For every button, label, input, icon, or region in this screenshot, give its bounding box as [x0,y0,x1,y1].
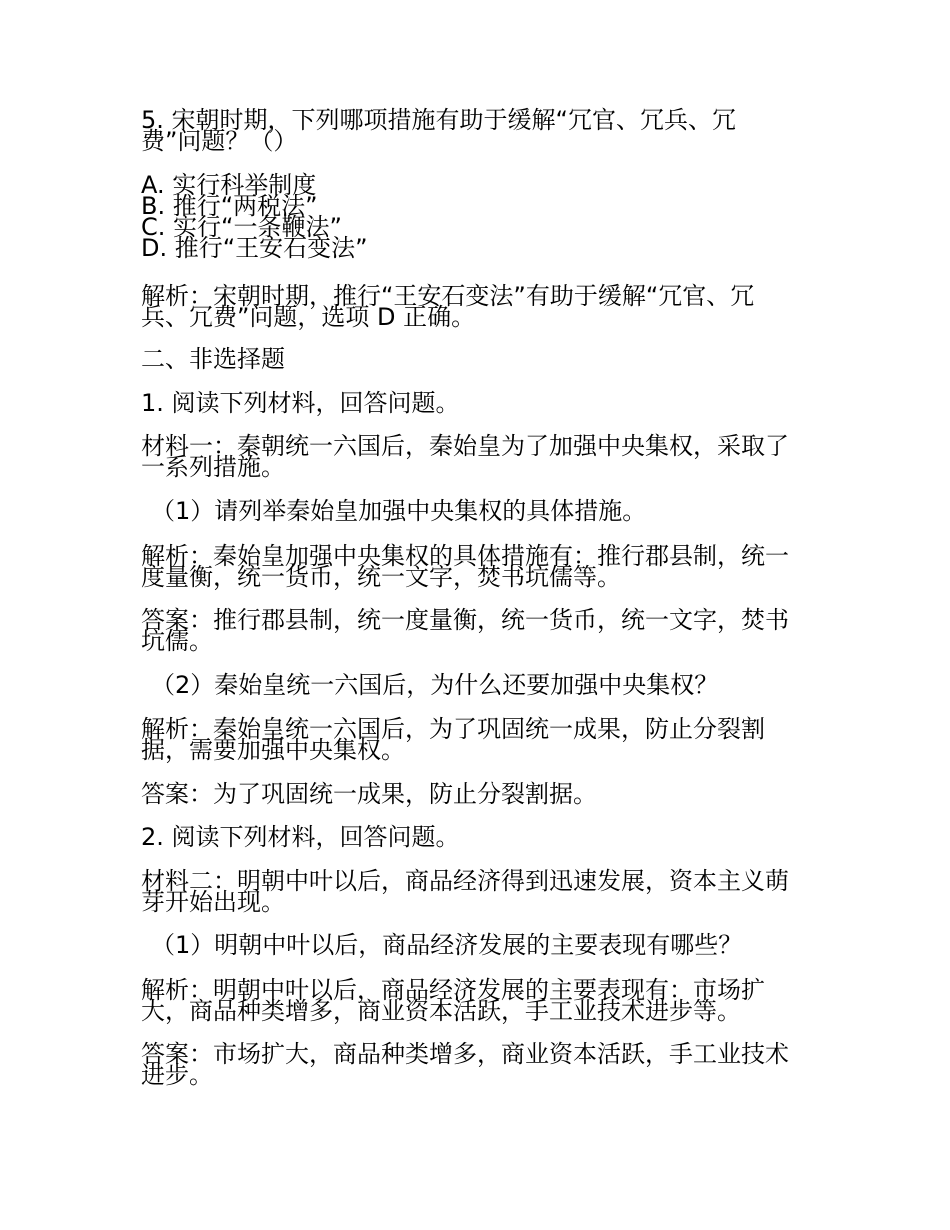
q1-material [141,432,821,481]
q2-heading [141,823,821,851]
question-heading: 2. 阅读下列材料，回答问题。 [141,823,460,851]
question-5-analysis [141,282,821,331]
text-line: 大，商品种类增多，商业资本活跃，手工业技术进步等。 [141,997,741,1025]
q1-sub2-analysis [141,715,821,764]
text-line: 解析：秦始皇加强中央集权的具体措施有：推行郡县制，统一 [141,542,789,570]
text-line: 解析：秦始皇统一六国后，为了巩固统一成果，防止分裂割 [141,715,765,743]
text-line: 兵、冗费”问题，选项 D 正确。 [141,303,476,331]
section-title [141,345,821,373]
q1-sub1-question [151,497,831,525]
sub-question: （2）秦始皇统一六国后，为什么还要加强中央集权？ [151,671,719,699]
option-a: A. 实行科举制度 [141,171,317,199]
q2-sub1-question [151,931,831,959]
text-line: 答案：为了巩固统一成果，防止分裂割据。 [141,780,597,808]
text-line: 芽开始出现。 [141,888,285,916]
text-line: 坑儒。 [141,627,213,655]
text-line: 一系列措施。 [141,453,285,481]
q1-sub1-answer [141,606,821,655]
section-heading: 二、非选择题 [141,345,285,373]
q2-sub1-analysis [141,976,821,1025]
text-line: 解析：明朝中叶以后，商品经济发展的主要表现有：市场扩 [141,976,765,1004]
sub-question: （1）明朝中叶以后，商品经济发展的主要表现有哪些？ [151,931,743,959]
text-line: 费”问题？（） [141,127,298,155]
text-line: 材料一：秦朝统一六国后，秦始皇为了加强中央集权，采取了 [141,432,789,460]
text-line: 解析：宋朝时期，推行“王安石变法”有助于缓解“冗官、冗 [141,282,755,310]
option-c: C. 实行“一条鞭法” [141,213,342,241]
sub-question: （1）请列举秦始皇加强中央集权的具体措施。 [151,497,647,525]
text-line: 材料二：明朝中叶以后，商品经济得到迅速发展，资本主义萌 [141,867,789,895]
q2-sub1-answer [141,1040,821,1089]
text-line: 度量衡，统一货币，统一文字，焚书坑儒等。 [141,563,621,591]
text-line: 答案：市场扩大，商品种类增多，商业资本活跃，手工业技术 [141,1040,789,1068]
q1-sub1-analysis [141,542,821,591]
option-d: D. 推行“王安石变法” [141,234,368,262]
q1-sub2-question [151,671,831,699]
q1-sub2-answer [141,780,821,808]
question-5-options [141,171,821,262]
option-b: B. 推行“两税法” [141,192,318,220]
q1-heading [141,389,821,417]
text-line: 进步。 [141,1061,213,1089]
question-heading: 1. 阅读下列材料，回答问题。 [141,389,460,417]
text-line: 据，需要加强中央集权。 [141,736,405,764]
text-line: 答案：推行郡县制，统一度量衡，统一货币，统一文字，焚书 [141,606,789,634]
question-5-stem [141,106,821,155]
text-line: 5. 宋朝时期，下列哪项措施有助于缓解“冗官、冗兵、冗 [141,106,736,134]
q2-material [141,867,821,916]
